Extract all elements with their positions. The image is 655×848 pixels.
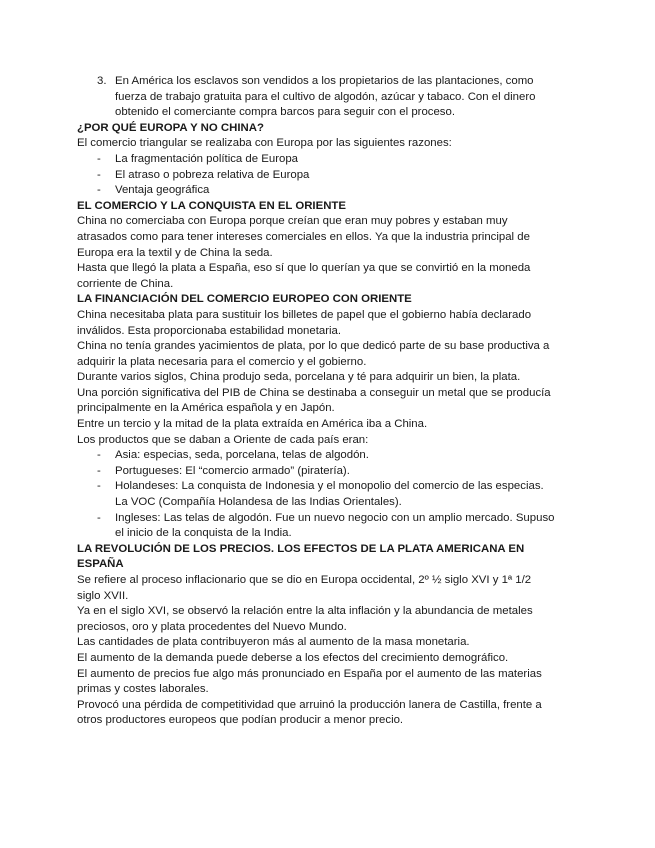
document-page bbox=[77, 74, 557, 729]
section-heading-comercio-oriente: EL COMERCIO Y LA CONQUISTA EN EL ORIENTE bbox=[77, 199, 346, 212]
paragraph: Entre un tercio y la mitad de la plata extraída en América iba a China. bbox=[77, 418, 428, 431]
paragraph: Los productos que se daban a Oriente de cada país eran: bbox=[77, 433, 369, 446]
list-item: - La fragmentación política de Europa bbox=[77, 152, 557, 168]
paragraph: Se refiere al proceso inflacionario que se dio en Europa occidental, 2º ½ siglo XVI y 1ª 1/2 siglo XVII. bbox=[77, 574, 532, 602]
paragraph: China no comerciaba con Europa porque creían que eran muy pobres y estaban muy atrasados como para tener intereses comerciales en ellos. Ya que la industria principal de Europa era la textil y de China la seda. bbox=[77, 215, 530, 259]
dash-list bbox=[77, 152, 557, 199]
dash-list bbox=[77, 448, 557, 542]
dash-marker: - bbox=[97, 449, 101, 462]
paragraph: Provocó una pérdida de competitividad que arruinó la producción lanera de Castilla, frente a otros productores europeos que podían producir a menor precio. bbox=[77, 698, 542, 727]
dash-marker: - bbox=[97, 480, 101, 493]
paragraph: Hasta que llegó la plata a España, eso sí que lo querían ya que se convirtió en la moneda corriente de China. bbox=[77, 262, 531, 290]
section-heading-financiacion: LA FINANCIACIÓN DEL COMERCIO EUROPEO CON ORIENTE bbox=[77, 293, 412, 306]
section-heading-europa-china: ¿POR QUÉ EUROPA Y NO CHINA? bbox=[77, 121, 264, 134]
paragraph: China no tenía grandes yacimientos de plata, por lo que dedicó parte de su base productiva a adquirir la plata necesaria para el comercio y el gobierno. bbox=[77, 340, 550, 368]
list-item: - El atraso o pobreza relativa de Europa bbox=[77, 168, 557, 184]
paragraph: El aumento de precios fue algo más pronunciado en España por el aumento de las materias primas y costes laborales. bbox=[77, 667, 542, 696]
section-heading-revolucion-precios: LA REVOLUCIÓN DE LOS PRECIOS. LOS EFECTOS DE LA PLATA AMERICANA EN ESPAÑA bbox=[77, 542, 525, 571]
list-item: - Asia: especias, seda, porcelana, telas de algodón. bbox=[77, 448, 557, 464]
dash-marker: - bbox=[97, 511, 101, 524]
paragraph: Una porción significativa del PIB de China se destinaba a conseguir un metal que se producía principalmente en la América española y en Japón. bbox=[77, 386, 551, 415]
list-item: - Ventaja geográfica bbox=[77, 183, 557, 199]
list-item-text: En América los esclavos son vendidos a los propietarios de las plantaciones, como fuerza de trabajo gratuita para el cultivo de algodón, azúcar y tabaco. Con el dinero obtenido el comerciante compra barcos para seguir con el proceso. bbox=[115, 75, 536, 119]
paragraph: Las cantidades de plata contribuyeron más al aumento de la masa monetaria. bbox=[77, 636, 470, 649]
dash-marker: - bbox=[97, 152, 101, 165]
numbered-list-item bbox=[77, 74, 557, 121]
paragraph: China necesitaba plata para sustituir los billetes de papel que el gobierno había declarado inválidos. Esta proporcionaba estabilidad monetaria. bbox=[77, 308, 532, 337]
list-item: - Ingleses: Las telas de algodón. Fue un nuevo negocio con un amplio mercado. Supuso el inicio de la conquista de la India. bbox=[77, 511, 557, 542]
paragraph: El comercio triangular se realizaba con Europa por las siguientes razones: bbox=[77, 137, 452, 150]
paragraph: Durante varios siglos, China produjo seda, porcelana y té para adquirir un bien, la plata. bbox=[77, 371, 521, 384]
paragraph: Ya en el siglo XVI, se observó la relación entre la alta inflación y la abundancia de metales preciosos, oro y plata procedentes del Nuevo Mundo. bbox=[77, 605, 533, 633]
paragraph: El aumento de la demanda puede deberse a los efectos del crecimiento demográfico. bbox=[77, 651, 509, 664]
list-item: - Portugueses: El “comercio armado” (piratería). bbox=[77, 464, 557, 480]
list-number: 3. bbox=[97, 75, 107, 87]
dash-marker: - bbox=[97, 464, 101, 477]
dash-marker: - bbox=[97, 168, 101, 181]
dash-marker: - bbox=[97, 184, 101, 197]
list-item: - Holandeses: La conquista de Indonesia y el monopolio del comercio de las especias. La VOC (Compañía Holandesa de las Indias Orientales). bbox=[77, 479, 557, 510]
